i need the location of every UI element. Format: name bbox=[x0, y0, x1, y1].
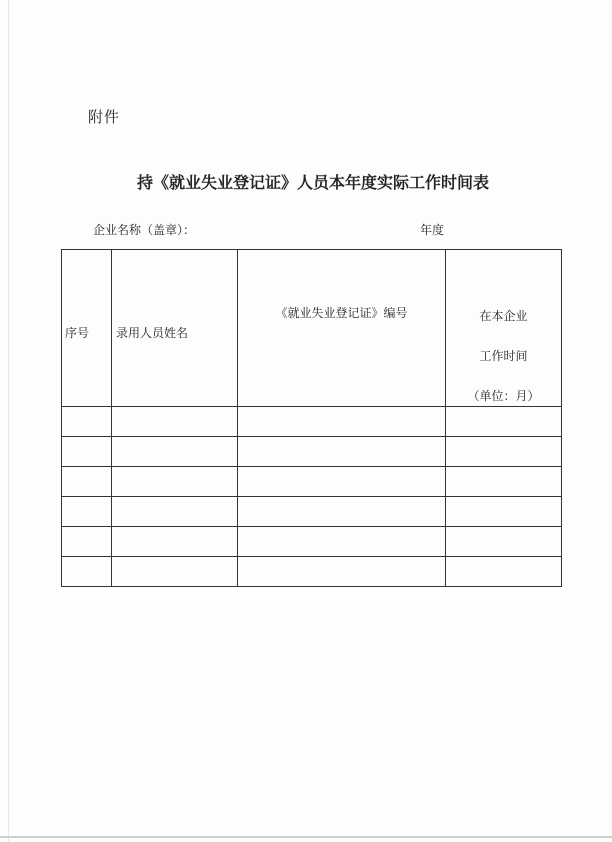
table-row bbox=[62, 497, 562, 527]
cell-serial[interactable] bbox=[62, 557, 112, 587]
cell-serial[interactable] bbox=[62, 407, 112, 437]
table-header-row bbox=[62, 250, 562, 407]
cell-work-time[interactable] bbox=[446, 557, 562, 587]
cell-work-time[interactable] bbox=[446, 467, 562, 497]
year-label: 年度 bbox=[420, 223, 445, 237]
cell-name[interactable] bbox=[112, 557, 238, 587]
cell-certificate-number[interactable] bbox=[238, 437, 446, 467]
cell-serial[interactable] bbox=[62, 527, 112, 557]
cell-work-time[interactable] bbox=[446, 497, 562, 527]
cell-serial[interactable] bbox=[62, 497, 112, 527]
cell-certificate-number[interactable] bbox=[238, 407, 446, 437]
cell-certificate-number[interactable] bbox=[238, 497, 446, 527]
header-name: 录用人员姓名 bbox=[112, 250, 238, 407]
cell-serial[interactable] bbox=[62, 437, 112, 467]
header-work-time bbox=[446, 250, 562, 407]
cell-certificate-number[interactable] bbox=[238, 527, 446, 557]
cell-certificate-number[interactable] bbox=[238, 557, 446, 587]
header-serial: 序号 bbox=[62, 250, 112, 407]
header-work-time-line3: （单位：月） bbox=[467, 389, 540, 403]
cell-certificate-number[interactable] bbox=[238, 467, 446, 497]
table-row bbox=[62, 407, 562, 437]
table-row bbox=[62, 467, 562, 497]
scan-edge-bottom bbox=[0, 836, 612, 838]
cell-work-time[interactable] bbox=[446, 407, 562, 437]
cell-work-time[interactable] bbox=[446, 527, 562, 557]
scan-edge-left bbox=[8, 0, 9, 842]
cell-serial[interactable] bbox=[62, 467, 112, 497]
cell-name[interactable] bbox=[112, 467, 238, 497]
cell-name[interactable] bbox=[112, 437, 238, 467]
table-row bbox=[62, 557, 562, 587]
table-row bbox=[62, 437, 562, 467]
cell-name[interactable] bbox=[112, 497, 238, 527]
cell-name[interactable] bbox=[112, 527, 238, 557]
header-certificate-number: 《就业失业登记证》编号 bbox=[238, 250, 446, 407]
work-time-table bbox=[61, 249, 562, 587]
cell-name[interactable] bbox=[112, 407, 238, 437]
header-work-time-line1: 在本企业 bbox=[479, 309, 528, 323]
company-name-label: 企业名称（盖章）： bbox=[93, 223, 196, 237]
table-row bbox=[62, 527, 562, 557]
document-title: 持《就业失业登记证》人员本年度实际工作时间表 bbox=[136, 173, 489, 192]
attachment-label: 附件 bbox=[88, 108, 121, 126]
cell-work-time[interactable] bbox=[446, 437, 562, 467]
header-work-time-line2: 工作时间 bbox=[479, 349, 528, 363]
